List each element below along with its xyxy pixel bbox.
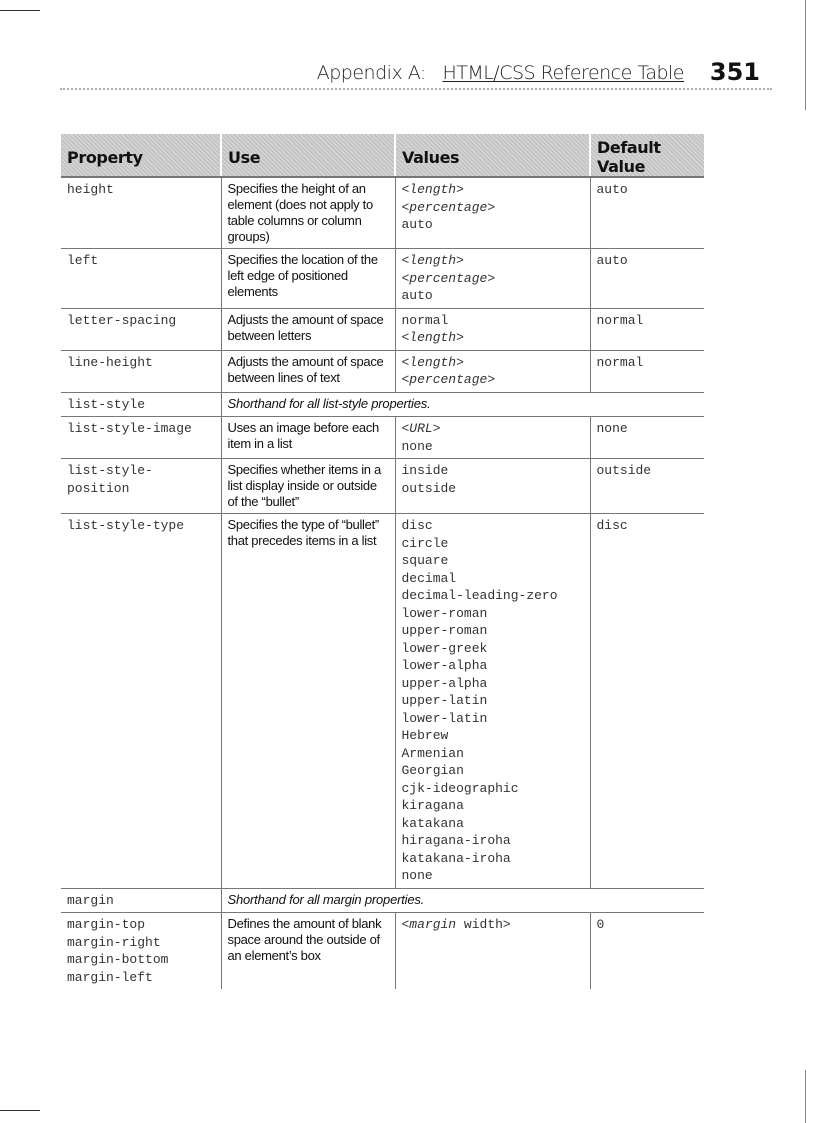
value-item: <length> [401, 354, 464, 370]
table-row [61, 888, 704, 913]
use-cell: Adjusts the amount of space between letters [221, 308, 395, 350]
values-cell [395, 308, 590, 350]
value-item: <length> [401, 253, 464, 268]
column-header: Values [395, 134, 590, 177]
table-row [61, 514, 704, 889]
use-cell: Specifies the height of an element (does not apply to table columns or column groups) [221, 177, 395, 249]
default-cell: none [590, 417, 704, 459]
shorthand-note: Shorthand for all list-style properties. [221, 392, 704, 417]
property-cell [61, 913, 221, 990]
crop-mark-bottom [0, 1110, 40, 1111]
value-item: <margin width> [401, 917, 511, 932]
property-cell [61, 888, 221, 913]
table-row [61, 249, 704, 309]
value-item: inside [401, 463, 449, 478]
page-edge-bottom [805, 1070, 806, 1123]
table-row [61, 308, 704, 350]
property-name: line-height [67, 354, 153, 370]
property-name: list-style-image [67, 421, 192, 436]
value-item: Armenian [401, 745, 464, 761]
value-item: upper-latin [401, 693, 488, 708]
value-item: none [401, 868, 433, 883]
value-item: <percentage> [401, 270, 496, 286]
value-item: lower-roman [401, 605, 488, 621]
running-head [60, 58, 772, 90]
use-cell: Defines the amount of blank space around the outside of an element’s box [221, 913, 395, 990]
value-item: upper-roman [401, 623, 488, 638]
values-cell [395, 913, 590, 990]
table-row [61, 350, 704, 392]
value-item: <length> [401, 330, 464, 345]
property-name: list-style- [67, 463, 153, 478]
table-row [61, 177, 704, 249]
property-cell [61, 177, 221, 249]
property-name: list-style-type [67, 518, 185, 533]
value-item: upper-alpha [401, 675, 488, 691]
property-cell [61, 417, 221, 459]
default-cell: normal [590, 308, 704, 350]
table-body [61, 177, 704, 989]
value-item: auto [401, 288, 433, 303]
running-head-title [317, 62, 684, 84]
column-header: Default Value [590, 134, 704, 177]
table-row [61, 392, 704, 417]
value-item: <percentage> [401, 199, 496, 215]
page-number: 351 [709, 58, 760, 86]
values-cell [395, 514, 590, 889]
property-name: position [67, 480, 130, 496]
use-cell: Specifies whether items in a list display inside or outside of the “bullet” [221, 459, 395, 514]
shorthand-note: Shorthand for all margin properties. [221, 888, 704, 913]
default-cell: outside [590, 459, 704, 514]
value-item: lower-latin [401, 710, 488, 726]
value-item: Hebrew [401, 728, 449, 743]
crop-mark-top [0, 10, 40, 11]
page-edge-top [805, 0, 806, 110]
table-header-row [61, 134, 704, 177]
value-item: disc [401, 518, 433, 533]
default-cell: auto [590, 249, 704, 309]
value-item: hiragana-iroha [401, 833, 511, 848]
property-name: margin-left [67, 969, 153, 985]
value-item: outside [401, 480, 457, 496]
property-cell [61, 392, 221, 417]
value-item: square [401, 553, 449, 568]
property-cell [61, 514, 221, 889]
property-cell [61, 350, 221, 392]
reference-table [61, 134, 704, 989]
use-cell: Adjusts the amount of space between lines of text [221, 350, 395, 392]
chapter-label: Appendix A: [316, 62, 426, 84]
value-item: circle [401, 535, 449, 551]
value-item: katakana-iroha [401, 850, 511, 866]
value-item: katakana [401, 815, 464, 831]
value-item: decimal-leading-zero [401, 588, 558, 603]
value-item: cjk-ideographic [401, 780, 519, 796]
property-cell [61, 459, 221, 514]
value-item: <length> [401, 182, 464, 197]
value-item: kiragana [401, 798, 464, 813]
table-row [61, 913, 704, 990]
property-name: margin-right [67, 934, 161, 950]
property-name: margin-bottom [67, 952, 169, 967]
use-cell: Specifies the type of “bullet” that precedes items in a list [221, 514, 395, 889]
values-cell [395, 177, 590, 249]
value-item: auto [401, 217, 433, 232]
property-name: height [67, 182, 114, 197]
default-cell: disc [590, 514, 704, 889]
property-name: letter-spacing [67, 312, 177, 328]
property-name: margin [67, 892, 114, 908]
values-cell [395, 350, 590, 392]
property-cell [61, 249, 221, 309]
values-cell [395, 417, 590, 459]
default-cell: 0 [590, 913, 704, 990]
values-cell [395, 249, 590, 309]
value-item: lower-greek [401, 640, 488, 656]
value-item: <percentage> [401, 372, 496, 387]
value-item: none [401, 438, 433, 454]
use-cell: Uses an image before each item in a list [221, 417, 395, 459]
value-item: normal [401, 312, 449, 328]
default-cell: normal [590, 350, 704, 392]
property-name: list-style [67, 396, 146, 412]
values-cell [395, 459, 590, 514]
value-item: decimal [401, 570, 457, 586]
value-item: lower-alpha [401, 658, 488, 673]
property-name: left [67, 253, 99, 268]
property-cell [61, 308, 221, 350]
table-row [61, 417, 704, 459]
column-header: Use [221, 134, 395, 177]
use-cell: Specifies the location of the left edge of positioned elements [221, 249, 395, 309]
value-item: Georgian [401, 763, 464, 778]
default-cell: auto [590, 177, 704, 249]
value-item: <URL> [401, 421, 441, 436]
chapter-title: HTML/CSS Reference Table [442, 62, 684, 84]
column-header: Property [61, 134, 221, 177]
property-name: margin-top [67, 917, 146, 932]
table-row [61, 459, 704, 514]
